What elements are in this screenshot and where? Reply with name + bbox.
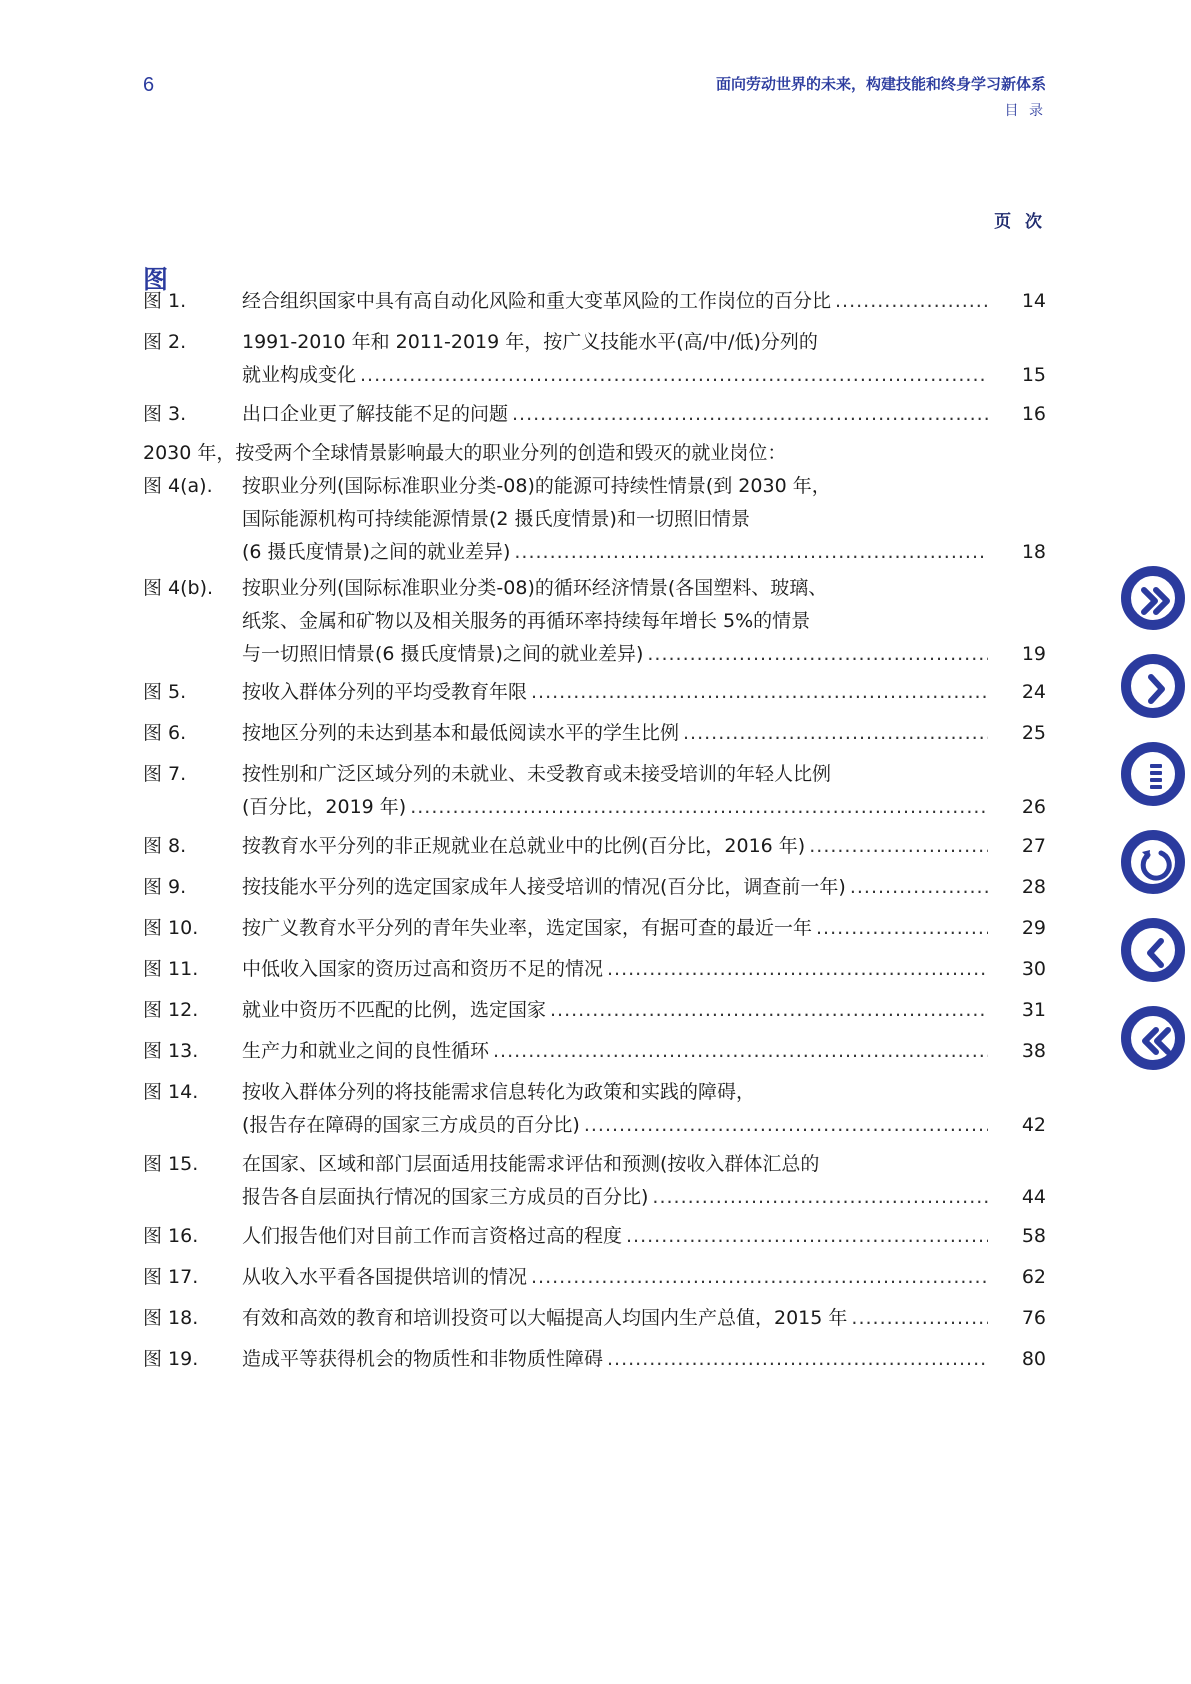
dot-leader <box>652 1181 988 1214</box>
figure-title <box>242 871 1046 904</box>
toc-entry[interactable] <box>143 953 1046 986</box>
dot-leader <box>626 1220 988 1253</box>
figure-number: 图 1. <box>143 290 187 312</box>
toc-entry[interactable] <box>143 1343 1046 1376</box>
figure-title <box>242 1343 1046 1376</box>
figure-number: 图 2. <box>143 331 187 353</box>
page-reference[interactable]: 31 <box>1021 999 1046 1021</box>
page-reference[interactable]: 62 <box>1021 1266 1046 1288</box>
toc-entry[interactable] <box>143 1220 1046 1253</box>
figure-number: 图 4(b). <box>143 577 214 599</box>
page-reference[interactable]: 38 <box>1021 1040 1046 1062</box>
figure-number: 图 8. <box>143 835 187 857</box>
figure-number: 图 17. <box>143 1266 199 1288</box>
fast-forward-button[interactable] <box>1121 566 1185 630</box>
dot-leader <box>851 1302 988 1335</box>
figure-number: 图 16. <box>143 1225 199 1247</box>
figure-title-line: 纸浆、金属和矿物以及相关服务的再循环率持续每年增长 5%的情景 <box>242 610 811 632</box>
figure-title <box>242 1035 1046 1068</box>
figure-title <box>242 1148 1046 1214</box>
dot-leader <box>584 1109 988 1142</box>
figure-number: 图 7. <box>143 763 187 785</box>
figure-title <box>242 1220 1046 1253</box>
dot-leader <box>816 912 988 945</box>
fast-backward-button[interactable] <box>1121 1006 1185 1070</box>
figure-title <box>242 285 1046 318</box>
toc-entry[interactable] <box>143 717 1046 750</box>
figure-number: 图 5. <box>143 681 187 703</box>
page-reference[interactable]: 58 <box>1021 1225 1046 1247</box>
next-icon <box>1128 661 1178 711</box>
document-title: 面向劳动世界的未来，构建技能和终身学习新体系 <box>715 75 1046 93</box>
figure-number: 图 14. <box>143 1081 199 1103</box>
dot-leader <box>514 536 988 569</box>
figure-title-line: 按技能水平分列的选定国家成年人接受培训的情况(百分比，调查前一年) <box>242 876 846 898</box>
dot-leader <box>550 994 988 1027</box>
toc-entry[interactable] <box>143 994 1046 1027</box>
dot-leader <box>360 359 988 392</box>
dot-leader <box>850 871 988 904</box>
figure-title-line: 出口企业更了解技能不足的问题 <box>242 403 509 425</box>
figure-title <box>242 717 1046 750</box>
figure-title-line: 按性别和广泛区域分列的未就业、未受教育或未接受培训的年轻人比例 <box>242 763 832 785</box>
toc-entry[interactable] <box>143 1302 1046 1335</box>
figure-title <box>242 1076 1046 1142</box>
page-reference[interactable]: 15 <box>1021 364 1046 386</box>
figure-number: 图 3. <box>143 403 187 425</box>
back-button[interactable] <box>1121 830 1185 894</box>
figure-title <box>242 572 1046 671</box>
fast-forward-icon <box>1128 573 1178 623</box>
figure-title-line: 与一切照旧情景(6 摄氏度情景)之间的就业差异) <box>242 643 644 665</box>
dot-leader <box>835 285 988 318</box>
page-number: 6 <box>143 74 155 96</box>
page-reference[interactable]: 28 <box>1021 876 1046 898</box>
dot-leader <box>531 1261 988 1294</box>
figure-title-line: 在国家、区域和部门层面适用技能需求评估和预测(按收入群体汇总的 <box>242 1153 820 1175</box>
figure-title-line: 造成平等获得机会的物质性和非物质性障碍 <box>242 1348 604 1370</box>
dot-leader <box>531 676 988 709</box>
toc-entry[interactable] <box>143 676 1046 709</box>
toc-entry[interactable] <box>143 1261 1046 1294</box>
menu-button[interactable] <box>1121 742 1185 806</box>
figure-title-line: 按地区分列的未达到基本和最低阅读水平的学生比例 <box>242 722 680 744</box>
figure-number: 图 19. <box>143 1348 199 1370</box>
dot-leader <box>512 398 988 431</box>
page-reference[interactable]: 30 <box>1021 958 1046 980</box>
figure-title-line: 按广义教育水平分列的青年失业率，选定国家，有据可查的最近一年 <box>242 917 813 939</box>
toc-entry[interactable] <box>143 398 1046 431</box>
toc-entry[interactable] <box>143 1076 1046 1142</box>
page-reference[interactable]: 42 <box>1021 1114 1046 1136</box>
figure-number: 图 4(a). <box>143 475 213 497</box>
pages-column-label: 页 次 <box>994 212 1046 232</box>
figure-title-line: 中低收入国家的资历过高和资历不足的情况 <box>242 958 604 980</box>
figure-title-line: 1991-2010 年和 2011-2019 年，按广义技能水平(高/中/低)分列的 <box>242 331 818 353</box>
menu-icon <box>1128 749 1178 799</box>
figure-title <box>242 676 1046 709</box>
dot-leader <box>607 1343 988 1376</box>
figure-title-line: 有效和高效的教育和培训投资可以大幅提高人均国内生产总值，2015 年 <box>242 1307 848 1329</box>
toc-entry[interactable] <box>143 470 1046 569</box>
figure-title <box>242 470 1046 569</box>
toc-entry[interactable] <box>143 285 1046 318</box>
figure-title <box>242 1302 1046 1335</box>
figure-title <box>242 830 1046 863</box>
figure-title <box>242 398 1046 431</box>
fast-backward-icon <box>1128 1013 1178 1063</box>
figure-number: 图 18. <box>143 1307 199 1329</box>
group-intro-text: 2030 年，按受两个全球情景影响最大的职业分列的创造和毁灭的就业岗位： <box>143 442 787 464</box>
page-reference[interactable]: 27 <box>1021 835 1046 857</box>
dot-leader <box>683 717 988 750</box>
toc-entry[interactable] <box>143 871 1046 904</box>
dot-leader <box>647 638 988 671</box>
dot-leader <box>607 953 988 986</box>
figure-number: 图 15. <box>143 1153 199 1175</box>
figure-number: 图 10. <box>143 917 199 939</box>
next-page-button[interactable] <box>1121 654 1185 718</box>
figure-title-line: 按收入群体分列的平均受教育年限 <box>242 681 528 703</box>
figure-title-line: (报告存在障碍的国家三方成员的百分比) <box>242 1114 580 1136</box>
figure-title-line: 人们报告他们对目前工作而言资格过高的程度 <box>242 1225 623 1247</box>
figure-title <box>242 1261 1046 1294</box>
page-reference[interactable]: 29 <box>1021 917 1046 939</box>
toc-entry[interactable] <box>143 758 1046 824</box>
figure-title-line: 按收入群体分列的将技能需求信息转化为政策和实践的障碍， <box>242 1081 756 1103</box>
figure-number: 图 9. <box>143 876 187 898</box>
figure-number: 图 6. <box>143 722 187 744</box>
toc-entry[interactable] <box>143 1035 1046 1068</box>
page-reference[interactable]: 26 <box>1021 796 1046 818</box>
figure-title-line: 报告各自层面执行情况的国家三方成员的百分比) <box>242 1186 649 1208</box>
figure-title <box>242 912 1046 945</box>
page-reference[interactable]: 19 <box>1021 643 1046 665</box>
page-reference[interactable]: 18 <box>1021 541 1046 563</box>
figure-title-line: 从收入水平看各国提供培训的情况 <box>242 1266 528 1288</box>
toc-entry[interactable] <box>143 326 1046 392</box>
figure-title-line: (百分比，2019 年) <box>242 796 407 818</box>
back-icon <box>1128 837 1178 887</box>
figure-title-line: 就业构成变化 <box>242 364 357 386</box>
page-reference[interactable]: 16 <box>1021 403 1046 425</box>
page-reference[interactable]: 44 <box>1021 1186 1046 1208</box>
toc-entry[interactable] <box>143 830 1046 863</box>
figure-title-line: (6 摄氏度情景)之间的就业差异) <box>242 541 511 563</box>
figures-section-title: 图 <box>143 265 169 294</box>
figure-title-line: 按教育水平分列的非正规就业在总就业中的比例(百分比，2016 年) <box>242 835 806 857</box>
toc-entry[interactable] <box>143 912 1046 945</box>
dot-leader <box>410 791 988 824</box>
dot-leader <box>809 830 988 863</box>
figure-title-line: 就业中资历不匹配的比例，选定国家 <box>242 999 547 1021</box>
figure-number: 图 12. <box>143 999 199 1021</box>
figure-title <box>242 994 1046 1027</box>
figure-title <box>242 326 1046 392</box>
toc-entry[interactable] <box>143 572 1046 671</box>
figure-title-line: 生产力和就业之间的良性循环 <box>242 1040 490 1062</box>
page-reference[interactable]: 24 <box>1021 681 1046 703</box>
toc-entry[interactable] <box>143 1148 1046 1214</box>
previous-icon <box>1128 925 1178 975</box>
figure-title <box>242 953 1046 986</box>
figure-title-line: 国际能源机构可持续能源情景(2 摄氏度情景)和一切照旧情景 <box>242 508 750 530</box>
page-reference[interactable]: 14 <box>1021 290 1046 312</box>
figure-number: 图 13. <box>143 1040 199 1062</box>
previous-page-button[interactable] <box>1121 918 1185 982</box>
section-label: 目 录 <box>1004 103 1046 119</box>
figure-title-line: 按职业分列(国际标准职业分类-08)的循环经济情景(各国塑料、玻璃、 <box>242 577 828 599</box>
dot-leader <box>493 1035 988 1068</box>
page-reference[interactable]: 80 <box>1021 1348 1046 1370</box>
page-reference[interactable]: 25 <box>1021 722 1046 744</box>
figure-title-line: 经合组织国家中具有高自动化风险和重大变革风险的工作岗位的百分比 <box>242 290 832 312</box>
figure-title <box>242 758 1046 824</box>
page-reference[interactable]: 76 <box>1021 1307 1046 1329</box>
figure-title-line: 按职业分列(国际标准职业分类-08)的能源可持续性情景(到 2030 年， <box>242 475 831 497</box>
figure-number: 图 11. <box>143 958 199 980</box>
